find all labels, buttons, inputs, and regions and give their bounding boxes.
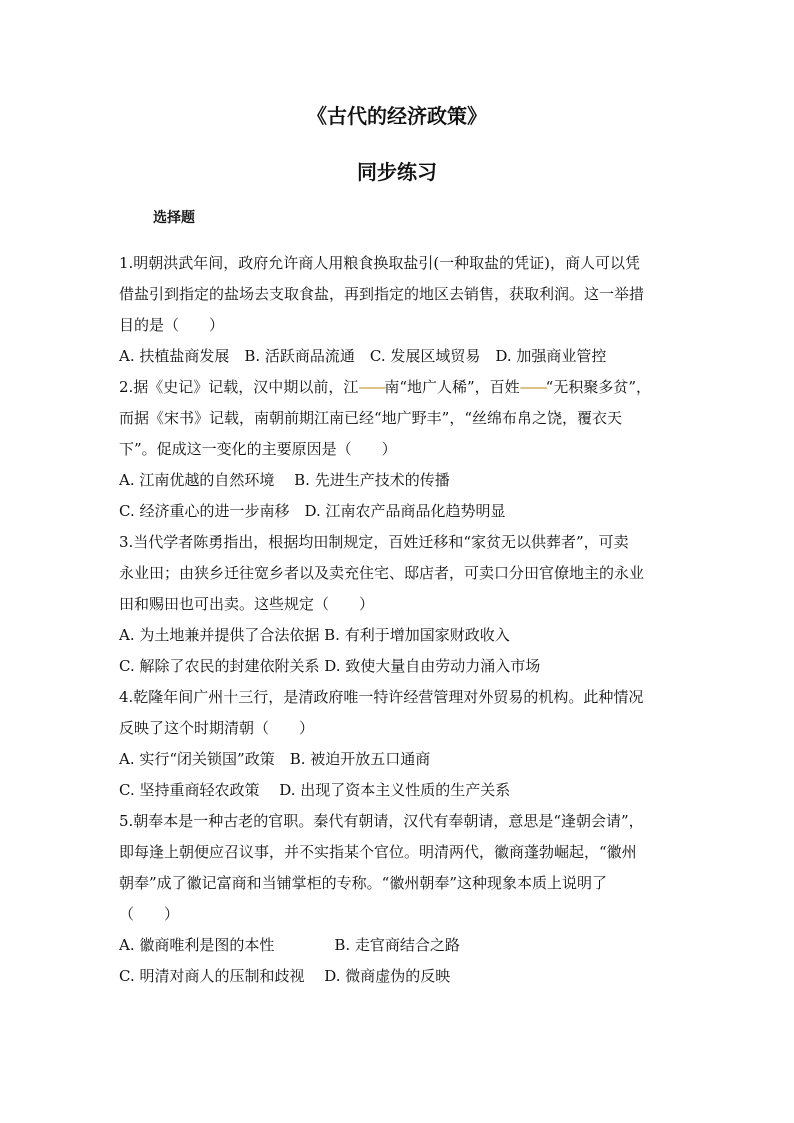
question-2-line-3: 下”。促成这一变化的主要原因是（ ） (119, 440, 397, 458)
question-1-line-3: 目的是（ ） (119, 316, 225, 334)
question-3-line-1: 3.当代学者陈勇指出，根据均田制规定，百姓迁移和“家贫无以供葬者”，可卖 (119, 533, 629, 551)
question-5-line-1: 5.朝奉本是一种古老的官职。秦代有朝请，汉代有奉朝请，意思是“逢朝会请”， (119, 812, 644, 830)
question-3-option-ab: A. 为土地兼并提供了合法依据 B. 有利于增加国家财政收入 (119, 626, 510, 644)
dash-mark: —— (519, 378, 546, 396)
document-title: 《古代的经济政策》 (307, 104, 487, 128)
questions-body (119, 248, 679, 992)
question-1-line-2: 借盐引到指定的盐场去支取食盐，再到指定的地区去销售，获取利润。这一举措 (119, 285, 645, 303)
question-2-line-2: 而据《宋书》记载，南朝前期江南已经“地广野丰”，“丝绵布帛之饶，覆衣天 (119, 409, 623, 427)
question-1 (119, 248, 679, 372)
question-2-line-1-part-a: 2.据《史记》记载，汉中期以前，江 (119, 378, 359, 396)
question-4 (119, 682, 679, 806)
question-3-option-cd: C. 解除了农民的封建依附关系 D. 致使大量自由劳动力涌入市场 (119, 657, 541, 675)
question-5-line-2: 即每逢上朝便应召议事，并不实指某个官位。明清两代，徽商蓬勃崛起，“徽州 (119, 843, 637, 861)
question-2-line-1 (119, 372, 679, 403)
question-2-option-ab: A. 江南优越的自然环境 B. 先进生产技术的传播 (119, 471, 450, 489)
question-1-line-1: 1.明朝洪武年间，政府允许商人用粮食换取盐引(一种取盐的凭证)，商人可以凭 (119, 254, 641, 272)
section-heading: 选择题 (153, 210, 195, 226)
question-5-option-cd: C. 明清对商人的压制和歧视 D. 微商虚伪的反映 (119, 967, 451, 985)
document-subtitle: 同步练习 (357, 160, 437, 184)
question-2 (119, 372, 679, 527)
question-4-option-ab: A. 实行“闭关锁国”政策 B. 被迫开放五口通商 (119, 750, 431, 768)
question-5-line-3: 朝奉”成了徽记富商和当铺掌柜的专称。“徽州朝奉”这种现象本质上说明了 (119, 874, 608, 892)
question-5 (119, 806, 679, 992)
question-3-line-3: 田和赐田也可出卖。这些规定（ ） (119, 595, 375, 613)
question-3 (119, 527, 679, 682)
question-5-option-ab: A. 徽商唯利是图的本性 B. 走官商结合之路 (119, 936, 460, 954)
question-2-option-cd: C. 经济重心的进一步南移 D. 江南农产品商品化趋势明显 (119, 502, 506, 520)
question-3-line-2: 永业田；由狭乡迁往宽乡者以及卖充住宅、邸店者，可卖口分田官僚地主的永业 (119, 564, 645, 582)
dash-mark: —— (358, 378, 385, 396)
question-1-options: A. 扶植盐商发展 B. 活跃商品流通 C. 发展区域贸易 D. 加强商业管控 (119, 347, 607, 365)
question-4-line-2: 反映了这个时期清朝（ ） (119, 719, 315, 737)
question-4-line-1: 4.乾隆年间广州十三行，是清政府唯一特许经营管理对外贸易的机构。此种情况 (119, 688, 644, 706)
question-2-line-1-part-b: 南“地广人稀”，百姓 (384, 378, 520, 396)
question-4-option-cd: C. 坚持重商轻农政策 D. 出现了资本主义性质的生产关系 (119, 781, 511, 799)
question-2-line-1-part-c: “无积聚多贫”， (545, 378, 652, 396)
question-5-line-4: （ ） (119, 905, 180, 923)
